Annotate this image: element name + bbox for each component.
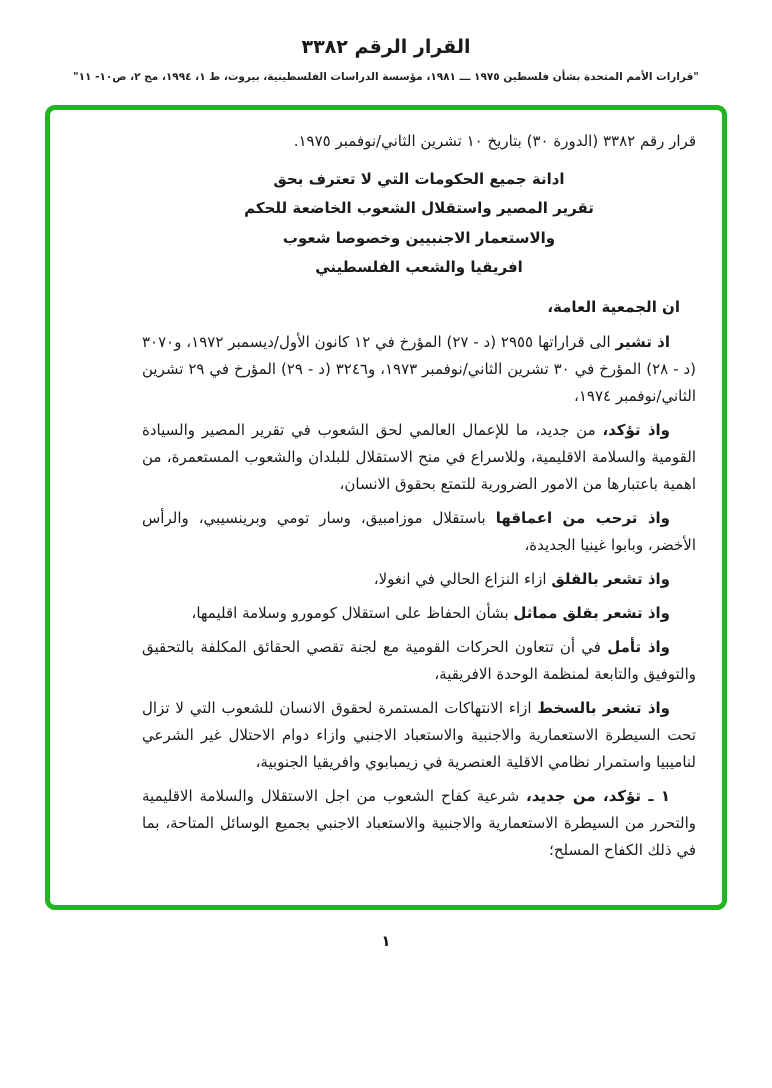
resolution-heading <box>142 165 696 282</box>
paragraph-text: ازاء النزاع الحالي في انغولا، <box>373 570 552 588</box>
paragraph-lead: واذ تأمل <box>607 638 671 656</box>
document-header <box>0 0 772 83</box>
heading-line: والاستعمار الاجنبيين وخصوصا شعوب <box>282 228 556 247</box>
page-number: ١ <box>381 932 391 950</box>
paragraph <box>142 505 696 559</box>
paragraph-text: ازاء الانتهاكات المستمرة لحقوق الانسان للشعوب التي لا تزال تحت السيطرة الاستعمارية والاجنبية والاستعباد الاجنبي وازاء دوام الاحتلال غير الشرعي لناميبيا واستمرار نظامي الاقلية العنصرية في زيمبابوي وافريقيا الجنوبية، <box>142 699 696 771</box>
paragraph <box>142 783 696 864</box>
paragraph-text: في أن تتعاون الحركات القومية مع لجنة تقصي الحقائق المكلفة بالتحقيق والتوفيق والتابعة لمنظمة الوحدة الافريقية، <box>142 638 696 683</box>
paragraph-lead: واذ تؤكد، <box>602 421 671 439</box>
paragraph-text: شرعية كفاح الشعوب من اجل الاستقلال والسلامة الاقليمية والتحرر من السيطرة الاستعمارية والاجنبية والاستعباد الاجنبي بجميع الوسائل المتاحة، بما في ذلك الكفاح المسلح؛ <box>142 787 696 859</box>
paragraph-lead: واذ ترحب من اعماقها <box>495 509 670 527</box>
document-title: القرار الرقم ٣٣٨٢ <box>301 36 471 58</box>
paragraph <box>142 634 696 688</box>
paragraph-lead: واذ تشعر بالقلق <box>551 570 670 588</box>
paragraph-text: من جديد، ما للإعمال العالمي لحق الشعوب في تقرير المصير والسيادة القومية والسلامة الاقليمية، وللاسراع في منح الاستقلال للبلدان والشعوب المستعمرة، من اهمية باعتبارها من الامور الضرورية للتمتع بحقوق الانسان، <box>142 421 696 493</box>
paragraph-lead: اذ تشير <box>615 333 670 351</box>
paragraph-text: الى قراراتها ٢٩٥٥ (د - ٢٧) المؤرخ في ١٢ كانون الأول/ديسمبر ١٩٧٢، و٣٠٧٠ (د - ٢٨) المؤرخ في ٣٠ تشرين الثاني/نوفمبر ١٩٧٣، و٣٢٤٦ (د - ٢٩) المؤرخ في ٢٩ تشرين الثاني/نوفمبر ١٩٧٤، <box>142 333 696 405</box>
assembly-opener: ان الجمعية العامة، <box>547 298 680 316</box>
paragraph-lead: ١ ـ تؤكد، من جديد، <box>526 787 670 805</box>
content-frame <box>45 105 727 910</box>
paragraph <box>142 329 696 410</box>
paragraph-text: باستقلال موزامبيق، وسار تومي وبرينسيبي، والرأس الأخضر، وبابوا غينيا الجديدة، <box>142 509 696 554</box>
paragraph-text: بشأن الحفاظ على استقلال كومورو وسلامة اقليمها، <box>191 604 514 622</box>
resolution-intro: قرار رقم ٣٣٨٢ (الدورة ٣٠) بتاريخ ١٠ تشرين الثاني/نوفمبر ١٩٧٥. <box>293 132 696 150</box>
paragraph-lead: واذ تشعر بقلق مماثل <box>513 604 670 622</box>
citation-line: "قرارات الأمم المتحدة بشأن فلسطين ١٩٧٥ ـــ ١٩٨١، مؤسسة الدراسات الفلسطينية، بيروت، ط ١، ١٩٩٤، مج ٢، ص١٠- ١١" <box>73 71 699 83</box>
heading-line: افريقيا والشعب الفلسطيني <box>315 257 523 276</box>
heading-line: ادانة جميع الحكومات التي لا تعترف بحق <box>273 170 565 188</box>
paragraph <box>142 600 696 627</box>
paragraph <box>142 566 696 593</box>
paragraph <box>142 695 696 776</box>
paragraph-lead: واذ تشعر بالسخط <box>537 699 670 717</box>
heading-line: تقرير المصير واستقلال الشعوب الخاضعة للحكم <box>244 199 594 218</box>
paragraph <box>142 417 696 498</box>
document-footer <box>0 932 772 970</box>
